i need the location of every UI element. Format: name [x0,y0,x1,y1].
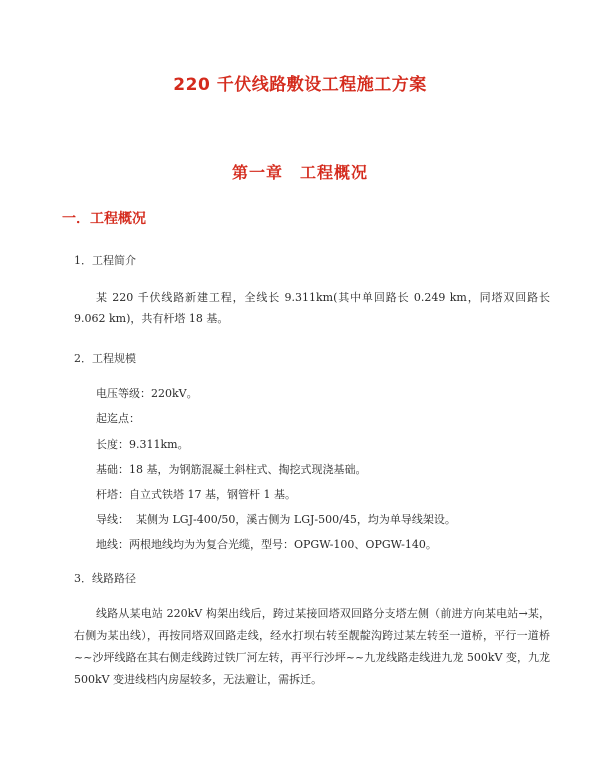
scale-item-endpoints: 起迄点： [96,412,140,425]
document-title: 220 千伏线路敷设工程施工方案 [173,75,427,95]
scale-item-conductor: 导线： 某侧为 LGJ-400/50，溪古侧为 LGJ-500/45，均为单导线架设。 [96,513,456,526]
scale-item-voltage: 电压等级：220kV。 [96,387,198,400]
chapter-title: 第一章 工程概况 [231,163,368,182]
intro-paragraph: 某 220 千伏线路新建工程，全线长 9.311km(其中单回路长 0.249 km，同塔双回路长 9.062 km)，共有杆塔 18 基。 [74,291,550,325]
subsection-heading-intro: 1．工程简介 [74,254,136,267]
scale-item-towers: 杆塔：自立式铁塔 17 基，钢管杆 1 基。 [96,488,296,501]
route-paragraph: 线路从某电站 220kV 构架出线后，跨过某接回塔双回路分支塔左侧（前进方向某电站→某，右侧为某出线），再按同塔双回路走线，经水打坝右转至靓靛沟跨过某左转至一道桥，平行一道桥~~沙坪线路在其右侧走线跨过铁厂河左转，再平行沙坪~~九龙线路走线进九龙 500kV 变，九龙 500kV 变进线档内房屋较多，无法避让，需拆迁。 [74,607,550,686]
scale-item-length: 长度：9.311km。 [96,438,189,451]
scale-item-ground-wire: 地线：两根地线均为为复合光缆，型号：OPGW-100、OPGW-140。 [96,538,437,551]
section-title: 一．工程概况 [62,211,146,227]
scale-item-foundation: 基础：18 基，为钢筋混凝土斜柱式、掏挖式现浇基础。 [96,463,367,476]
subsection-heading-route: 3．线路路径 [74,572,136,585]
subsection-heading-scale: 2．工程规模 [74,352,136,365]
